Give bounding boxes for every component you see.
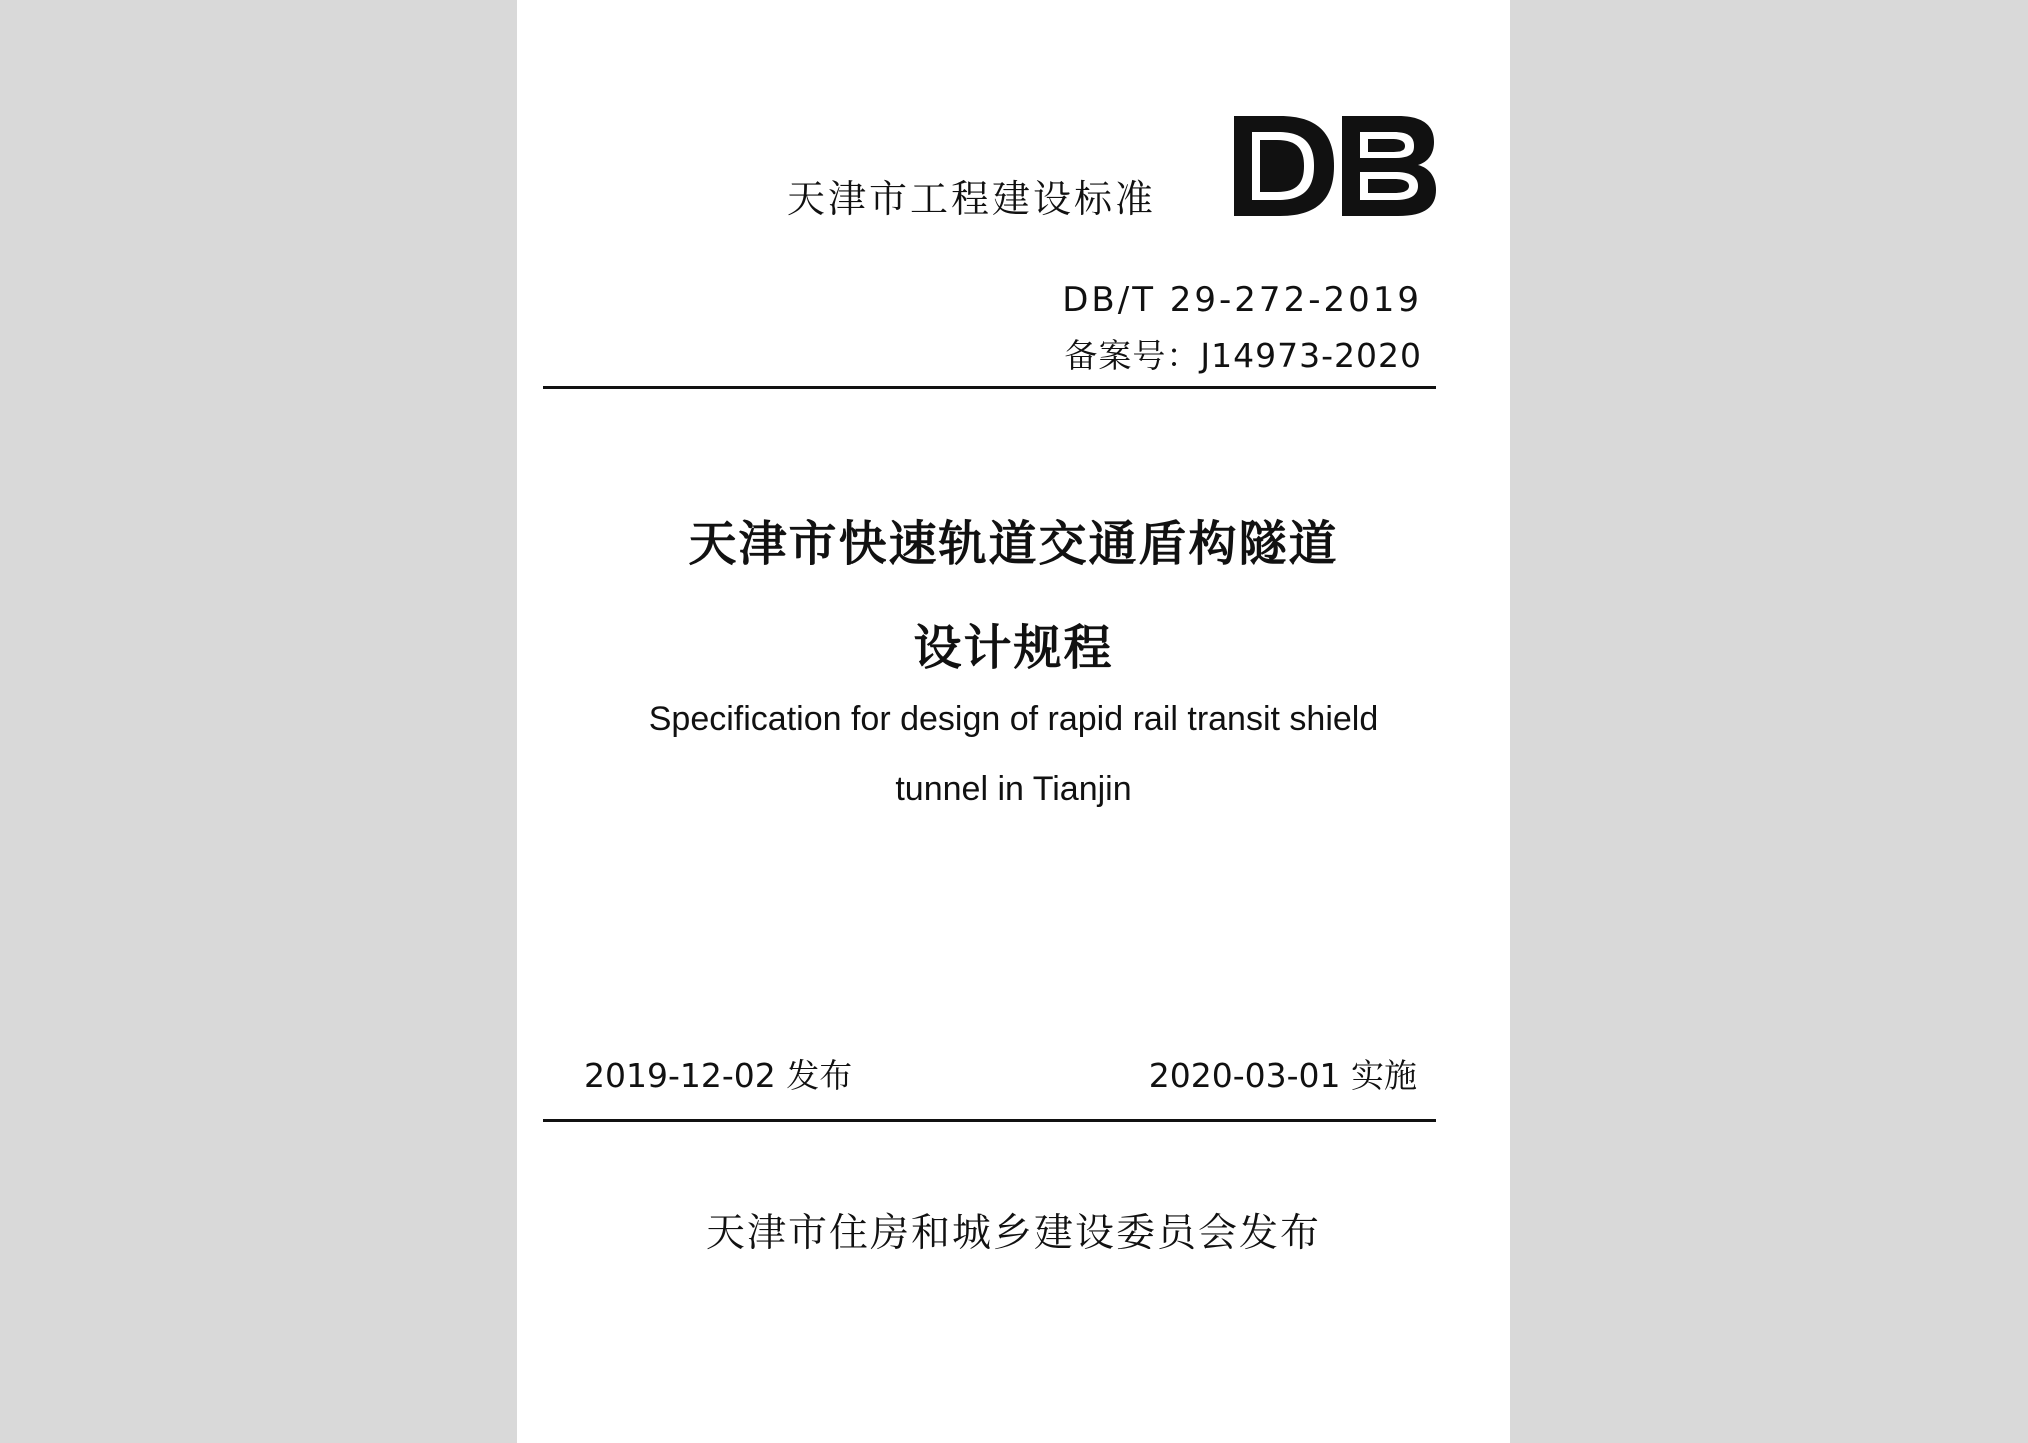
standard-code: DB/T 29-272-2019 bbox=[1062, 280, 1422, 320]
title-cn-line2: 设计规程 bbox=[913, 620, 1114, 676]
title-en-line1: Specification for design of rapid rail transit shield bbox=[648, 700, 1379, 738]
publisher: 天津市住房和城乡建设委员会发布 bbox=[705, 1211, 1321, 1256]
document-cover-page bbox=[517, 0, 1510, 1443]
issue-date: 2019-12-02 发布 bbox=[584, 1056, 853, 1095]
bottom-divider bbox=[543, 1119, 1436, 1122]
title-en-line2: tunnel in Tianjin bbox=[895, 770, 1132, 808]
db-logo bbox=[1230, 112, 1438, 220]
record-number: 备案号：J14973-2020 bbox=[1064, 336, 1422, 375]
implementation-date: 2020-03-01 实施 bbox=[1148, 1056, 1417, 1095]
title-cn-line1: 天津市快速轨道交通盾构隧道 bbox=[688, 516, 1339, 572]
standard-category: 天津市工程建设标准 bbox=[787, 177, 1157, 221]
top-divider bbox=[543, 386, 1436, 389]
db-logo-icon bbox=[1230, 112, 1438, 220]
